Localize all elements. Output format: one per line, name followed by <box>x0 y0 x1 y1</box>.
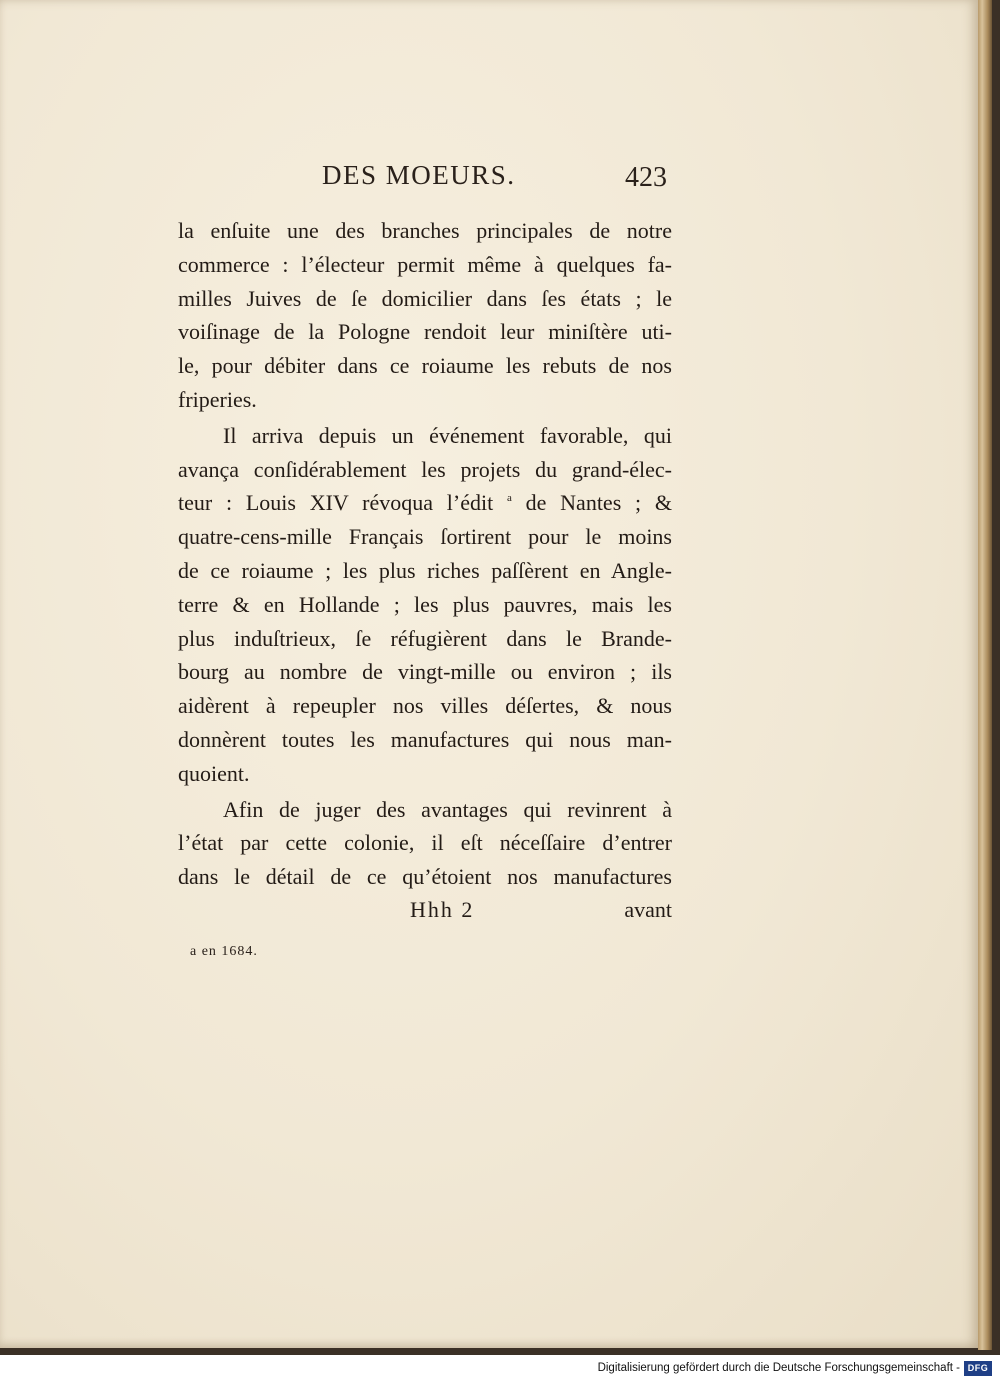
text-segment: teur : Louis XIV révoqua l’édit <box>178 490 494 516</box>
text-line: le, pour débiter dans ce roiaume les rebuts de nos <box>178 353 672 379</box>
text-segment: de Nantes ; & <box>525 490 672 516</box>
text-line: quatre-cens-mille Français ſortirent pour le moins <box>178 524 672 550</box>
running-head <box>0 160 978 200</box>
text-line: terre & en Hollande ; les plus pauvres, mais les <box>178 591 672 617</box>
signature-mark: Hhh 2 <box>410 897 475 922</box>
text-line: donnèrent toutes les manufactures qui nous man- <box>178 726 672 752</box>
text-line: Il arriva depuis un événement favorable, qui <box>223 422 672 448</box>
page-edge <box>978 0 992 1350</box>
text-line: de ce roiaume ; les plus riches paſſèrent en Angle- <box>178 557 672 583</box>
text-line: voiſinage de la Pologne rendoit leur miniſtère uti- <box>178 319 672 345</box>
credit-text: Digitalisierung gefördert durch die Deutsche Forschungsgemeinschaft - <box>597 1362 960 1374</box>
text-line: dans le détail de ce qu’étoient nos manufactures <box>178 864 672 890</box>
text-line: milles Juives de ſe domicilier dans ſes états ; le <box>178 285 672 311</box>
text-line: plus induſtrieux, ſe réfugièrent dans le Brande- <box>178 625 672 651</box>
text-line: avança conſidérablement les projets du grand-élec- <box>178 456 672 482</box>
text-line: commerce : l’électeur permit même à quelques fa- <box>178 251 672 277</box>
catchline <box>178 897 672 931</box>
text-line: Afin de juger des avantages qui revinrent à <box>223 796 672 822</box>
footnote-marker: a <box>506 492 512 505</box>
text-line: quoient. <box>178 760 250 786</box>
footnote: a en 1684. <box>190 944 258 959</box>
catchword: avant <box>624 897 672 922</box>
body-text <box>178 214 672 894</box>
text-line: bourg au nombre de vingt-mille ou environ ; ils <box>178 659 672 685</box>
dfg-logo: DFG <box>964 1361 992 1376</box>
text-line: la enſuite une des branches principales de notre <box>178 218 672 243</box>
running-head-title: DES MOEURS. <box>322 160 516 190</box>
credit-bar <box>0 1355 1000 1385</box>
text-line: friperies. <box>178 386 257 412</box>
text-line-with-note <box>178 486 672 520</box>
text-line: l’état par cette colonie, il eſt néceſſaire d’entrer <box>178 830 672 856</box>
page-number: 423 <box>625 162 667 193</box>
text-line: aidèrent à repeupler nos villes déſertes, & nous <box>178 693 672 719</box>
